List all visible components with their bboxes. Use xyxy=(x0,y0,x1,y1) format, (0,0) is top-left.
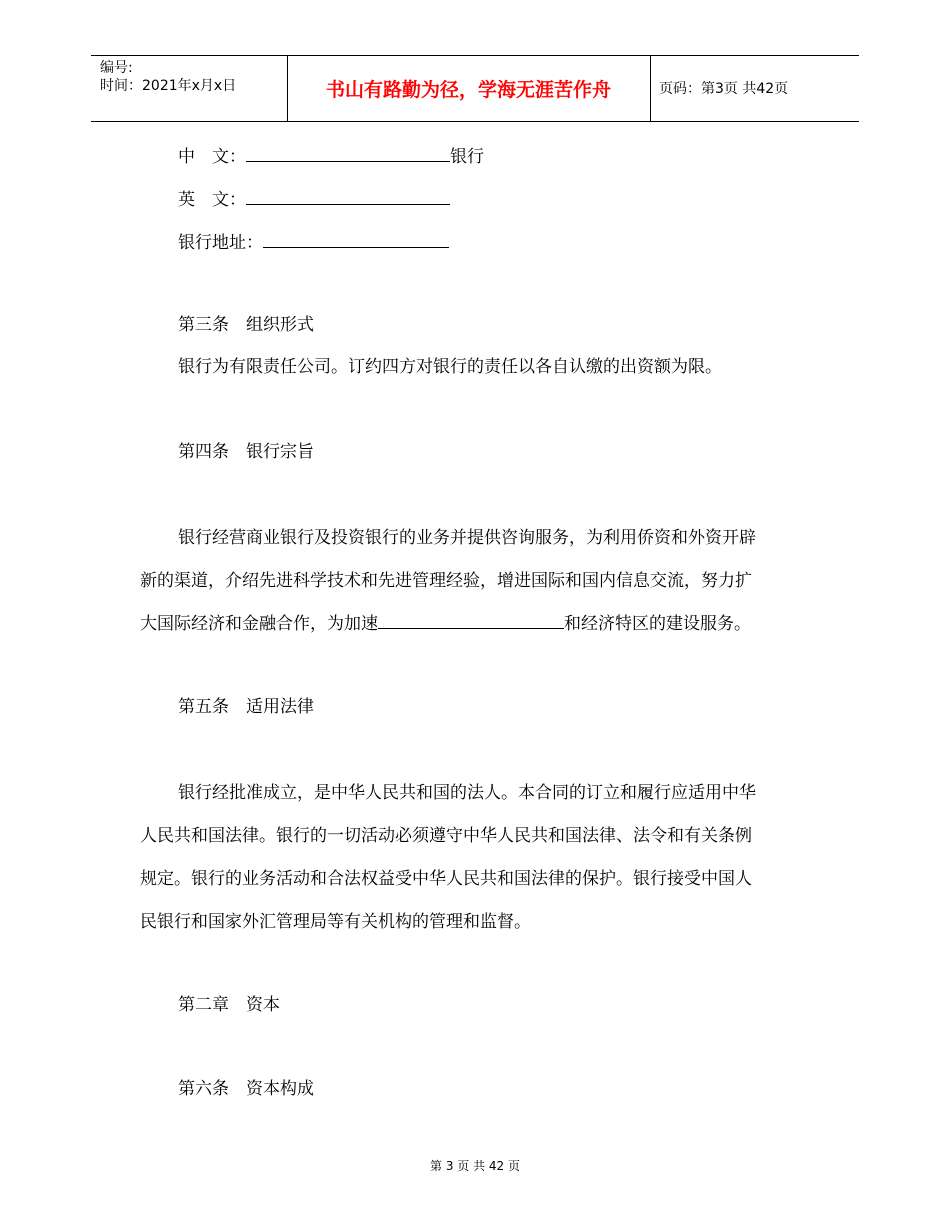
field-bank-address xyxy=(178,229,449,255)
article5-line: 银行经批准成立，是中华人民共和国的法人。本合同的订立和履行应适用中华 xyxy=(178,783,756,803)
article5-title: 第五条 适用法律 xyxy=(178,697,314,717)
field-chinese-label: 中 文： xyxy=(178,147,246,167)
header-divider-right xyxy=(650,55,651,121)
article6-title: 第六条 资本构成 xyxy=(178,1079,314,1099)
field-english-label: 英 文： xyxy=(178,190,246,210)
page-footer: 第 3 页 共 42 页 xyxy=(430,1159,520,1173)
article4-line3-end: 和经济特区的建设服务。 xyxy=(564,614,751,634)
blank-english-name xyxy=(246,186,450,205)
article3-body: 银行为有限责任公司。订约四方对银行的责任以各自认缴的出资额为限。 xyxy=(178,357,722,377)
header-motto: 书山有路勤为径，学海无涯苦作舟 xyxy=(325,79,611,101)
field-address-label: 银行地址： xyxy=(178,233,263,253)
article5-line: 规定。银行的业务活动和合法权益受中华人民共和国法律的保护。银行接受中国人 xyxy=(140,869,752,889)
field-chinese-name xyxy=(178,143,484,169)
blank-region xyxy=(378,610,564,629)
article4-line: 银行经营商业银行及投资银行的业务并提供咨询服务，为利用侨资和外资开辟 xyxy=(178,528,756,548)
article3-title: 第三条 组织形式 xyxy=(178,315,314,335)
article5-line: 民银行和国家外汇管理局等有关机构的管理和监督。 xyxy=(140,912,531,932)
blank-bank-address xyxy=(263,229,449,248)
article4-line: 新的渠道，介绍先进科学技术和先进管理经验，增进国际和国内信息交流，努力扩 xyxy=(140,571,752,591)
header-top-rule xyxy=(91,55,859,56)
article5-body xyxy=(140,772,820,944)
header-serial-label: 编号: xyxy=(100,60,133,76)
field-chinese-suffix: 银行 xyxy=(450,147,484,167)
field-english-name xyxy=(178,186,450,212)
header-page-info: 页码：第3页 共42页 xyxy=(659,81,789,97)
article5-line: 人民共和国法律。银行的一切活动必须遵守中华人民共和国法律、法令和有关条例 xyxy=(140,826,752,846)
article4-line3-start: 大国际经济和金融合作，为加速 xyxy=(140,614,378,634)
article4-body xyxy=(140,517,820,646)
header-bottom-rule xyxy=(91,121,859,122)
chapter2-title: 第二章 资本 xyxy=(178,995,280,1015)
blank-chinese-name xyxy=(246,143,450,162)
article4-line xyxy=(140,603,820,646)
header-time-label: 时间：2021年x月x日 xyxy=(100,78,237,94)
article4-title: 第四条 银行宗旨 xyxy=(178,442,314,462)
